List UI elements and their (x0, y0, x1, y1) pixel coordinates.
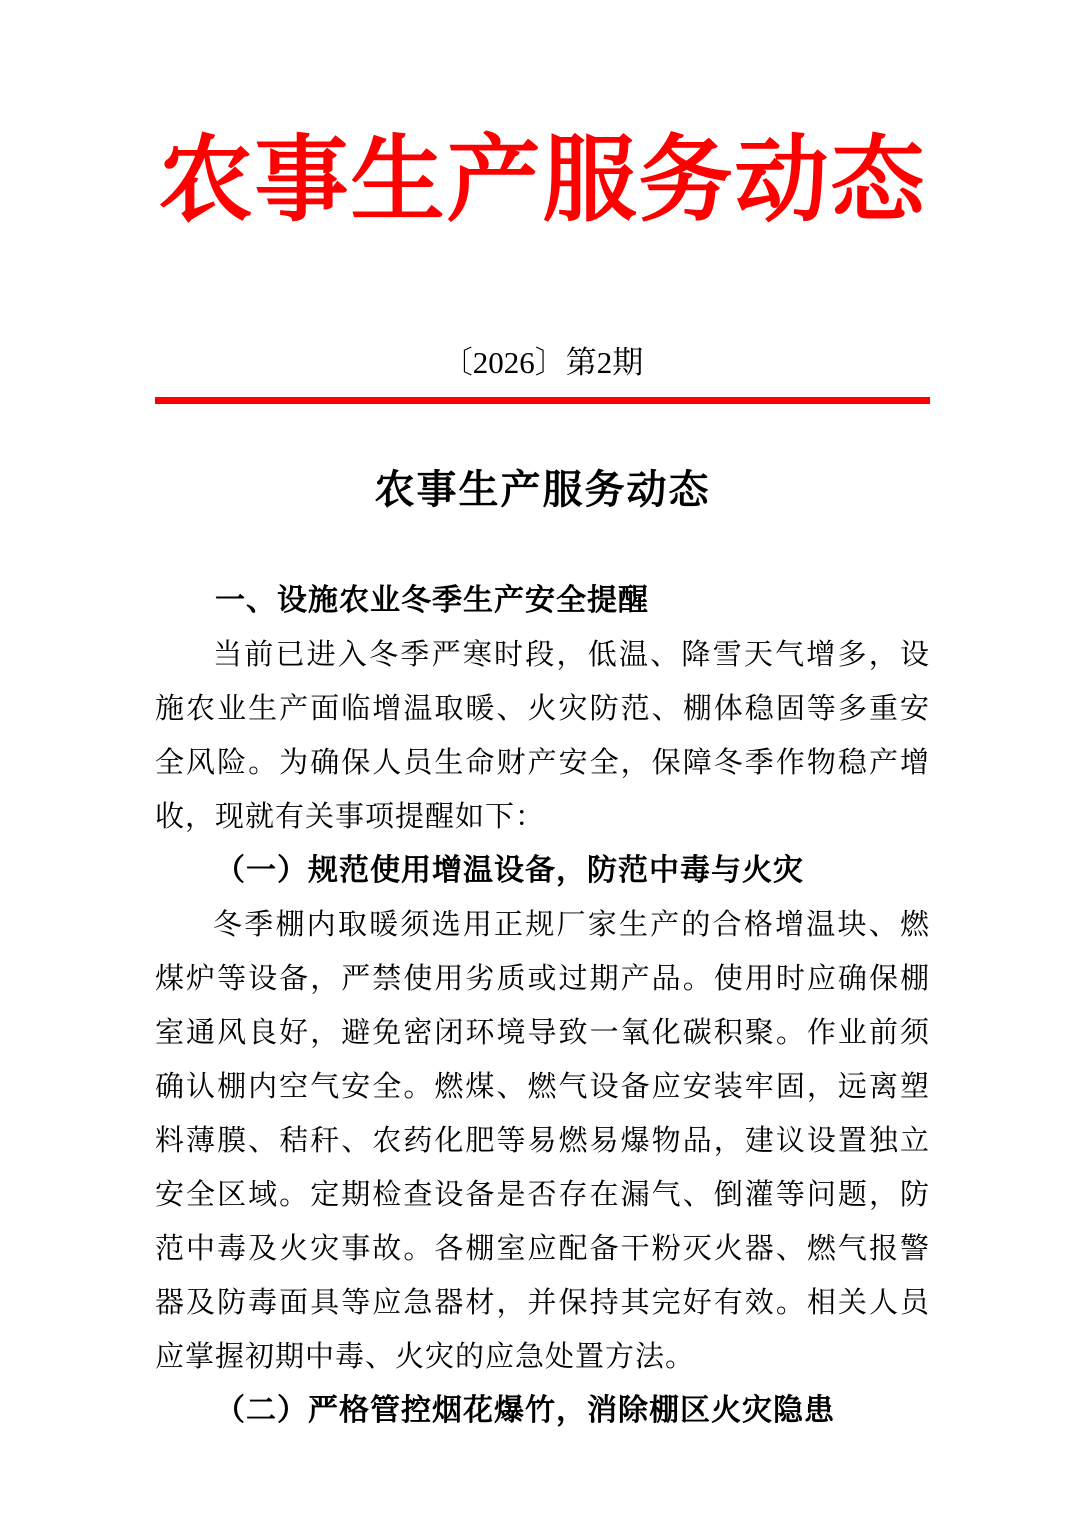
document-title: 农事生产服务动态 (374, 466, 711, 512)
section-heading: 一、设施农业冬季生产安全提醒 (215, 583, 649, 617)
subsection-1-paragraph: 冬季棚内取暖须选用正规厂家生产的合格增温块、燃煤炉等设备，严禁使用劣质或过期产品。使用时应确保棚室通风良好，避免密闭环境导致一氧化碳积聚。作业前须确认棚内空气安全。燃煤、燃气设备应安装牢固，远离塑料薄膜、秸秆、农药化肥等易燃易爆物品，建议设置独立安全区域。定期检查设备是否存在漏气、倒灌等问题，防范中毒及火灾事故。各棚室应配备干粉灭火器、燃气报警器及防毒面具等应急器材，并保持其完好有效。相关人员应掌握初期中毒、火灾的应急处置方法。 (155, 908, 930, 1373)
masthead-title: 农事生产服务动态 (158, 129, 927, 233)
masthead (155, 126, 930, 404)
subsection-2-heading: （二）严格管控烟花爆竹，消除棚区火灾隐患 (215, 1393, 835, 1427)
subsection-1-heading: （一）规范使用增温设备，防范中毒与火灾 (215, 853, 804, 887)
red-divider-rule (155, 397, 930, 404)
issue-line: 〔2026〕第2期 (441, 344, 644, 380)
document-body (155, 466, 930, 1438)
section-intro-paragraph: 当前已进入冬季严寒时段，低温、降雪天气增多，设施农业生产面临增温取暖、火灾防范、棚体稳固等多重安全风险。为确保人员生命财产安全，保障冬季作物稳产增收，现就有关事项提醒如下： (155, 638, 930, 833)
